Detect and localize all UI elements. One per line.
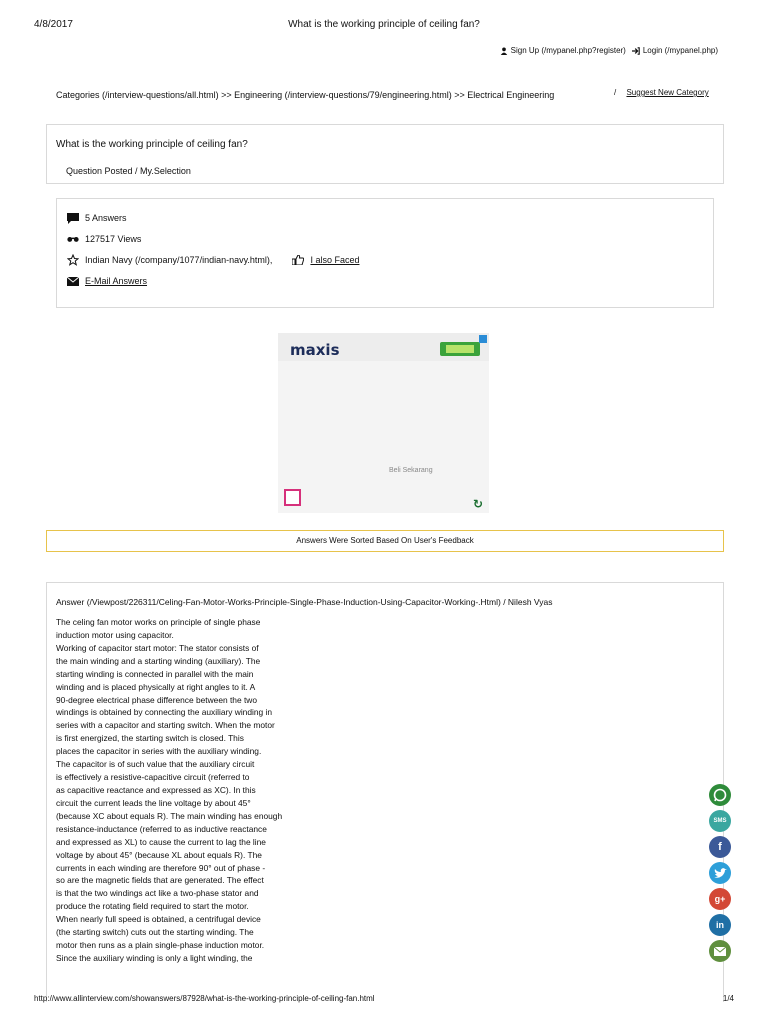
answer-line: windings is obtained by connecting the auxiliary winding in xyxy=(56,707,273,718)
company-link[interactable]: Indian Navy (/company/1077/indian-navy.html), xyxy=(85,255,273,265)
question-meta xyxy=(56,198,714,308)
comment-icon xyxy=(67,212,79,224)
print-title: What is the working principle of ceiling fan? xyxy=(288,19,480,30)
email-share-button[interactable] xyxy=(709,940,731,962)
answer-line: places the capacitor in series with the auxiliary winding. xyxy=(56,746,262,757)
company-row xyxy=(67,254,359,266)
envelope-icon xyxy=(67,275,79,287)
question-title: What is the working principle of ceiling fan? xyxy=(56,139,248,150)
answer-line: (because XC about equals R). The main winding has enough xyxy=(56,810,283,821)
email-answers-link[interactable]: E-Mail Answers xyxy=(85,276,148,286)
user-icon xyxy=(500,47,508,55)
sorted-notice: Answers Were Sorted Based On User's Feedback xyxy=(46,530,724,552)
email-row xyxy=(67,275,147,287)
login-icon xyxy=(632,47,640,55)
answer-text xyxy=(56,616,316,965)
twitter-share-button[interactable] xyxy=(709,862,731,884)
linkedin-icon: in xyxy=(716,920,724,930)
answer-line: winding and is placed physically at right angles to it. A xyxy=(56,681,256,692)
sms-icon: SMS xyxy=(713,818,727,824)
answer-line: is first energized, the starting switch is closed. This xyxy=(56,733,244,744)
signup-link[interactable] xyxy=(500,46,626,55)
ad-tagline: Beli Sekarang xyxy=(389,467,433,474)
answer-line: as capacitive reactance and expressed as XC). In this xyxy=(56,784,256,795)
breadcrumb[interactable]: Categories (/interview-questions/all.html) >> Engineering (/interview-questions/79/engineering.html) >> Electrical Engineering xyxy=(56,90,555,100)
answer-line: the main winding and a starting winding (auxiliary). The xyxy=(56,655,261,666)
answer-line: is effectively a resistive-capacitive circuit (referred to xyxy=(56,772,250,783)
login-link[interactable] xyxy=(632,46,718,55)
answer-line: currents in each winding are therefore 90° out of phase - xyxy=(56,862,266,873)
answer-line: The celing fan motor works on principle of single phase xyxy=(56,617,261,627)
ad-checkbox-icon[interactable] xyxy=(284,489,301,506)
answer-line: motor then runs as a plain single-phase induction motor. xyxy=(56,940,265,951)
eyeglasses-icon xyxy=(67,233,79,245)
answer-line: circuit the current leads the line voltage by about 45° xyxy=(56,797,251,808)
footer-page-number: 1/4 xyxy=(722,994,734,1003)
googleplus-icon: g+ xyxy=(714,894,726,904)
fiber-logo-icon xyxy=(440,340,480,358)
login-label: Login (/mypanel.php) xyxy=(642,46,718,55)
answer-line: Since the auxiliary winding is only a light winding, the xyxy=(56,952,253,963)
suggest-category-link[interactable]: Suggest New Category xyxy=(626,88,709,97)
facebook-share-button[interactable] xyxy=(709,836,731,858)
answer-line: Working of capacitor start motor: The stator consists of xyxy=(56,642,259,653)
question-posted: Question Posted / My.Selection xyxy=(66,166,191,176)
sms-share-button[interactable] xyxy=(709,810,731,832)
answer-line: and expressed as XL) to cause the current to lag the line xyxy=(56,836,266,847)
answer-card xyxy=(46,582,727,1002)
facebook-icon: f xyxy=(718,841,722,853)
answer-line: 90-degree electrical phase difference between the two xyxy=(56,694,257,705)
also-faced-link[interactable]: I also Faced xyxy=(310,255,360,265)
ad-brand: maxis xyxy=(290,341,340,359)
answer-line: produce the rotating field required to start the motor. xyxy=(56,901,249,912)
answers-count: 5 Answers xyxy=(85,213,127,223)
whatsapp-share-button[interactable] xyxy=(709,784,731,806)
signup-label: Sign Up (/mypanel.php?register) xyxy=(510,46,626,55)
views-count: 127517 Views xyxy=(85,234,142,244)
question-card xyxy=(46,124,724,184)
refresh-icon[interactable]: ↻ xyxy=(473,497,484,511)
views-row xyxy=(67,233,141,245)
mail-icon xyxy=(714,947,726,956)
answer-line: (the starting switch) cuts out the starting winding. The xyxy=(56,927,254,938)
twitter-icon xyxy=(714,868,727,879)
whatsapp-icon xyxy=(713,788,727,802)
answer-line: The capacitor is of such value that the auxiliary circuit xyxy=(56,759,255,770)
thumbs-up-icon xyxy=(292,254,304,266)
print-date: 4/8/2017 xyxy=(34,19,73,30)
answers-count-row xyxy=(67,212,127,224)
answer-line: series with a capacitor and starting switch. When the motor xyxy=(56,720,275,731)
answer-header[interactable]: Answer (/Viewpost/226311/Celing-Fan-Motor-Works-Principle-Single-Phase-Induction-Using-Capacitor-Working-.Html) / Nilesh Vyas xyxy=(56,597,553,607)
answer-line: voltage by about 45° (because XL about equals R). The xyxy=(56,849,262,860)
answer-line: induction motor using capacitor. xyxy=(56,629,174,640)
answer-line: When nearly full speed is obtained, a centrifugal device xyxy=(56,914,261,925)
googleplus-share-button[interactable] xyxy=(709,888,731,910)
answer-line: so are the magnetic fields that are generated. The effect xyxy=(56,875,264,886)
top-links xyxy=(500,46,718,55)
ad-info-icon[interactable] xyxy=(479,335,487,343)
suggest-category xyxy=(614,88,709,97)
suggest-separator: / xyxy=(614,88,617,97)
answer-line: is that the two windings act like a two-phase stator and xyxy=(56,888,259,899)
answer-line: starting winding is connected in parallel with the main xyxy=(56,668,254,679)
linkedin-share-button[interactable] xyxy=(709,914,731,936)
advertisement[interactable] xyxy=(278,333,489,513)
answer-line: resistance-inductance (referred to as inductive reactance xyxy=(56,823,267,834)
star-icon xyxy=(67,254,79,266)
footer-url: http://www.allinterview.com/showanswers/87928/what-is-the-working-principle-of-ceiling-fan.html xyxy=(34,994,375,1003)
